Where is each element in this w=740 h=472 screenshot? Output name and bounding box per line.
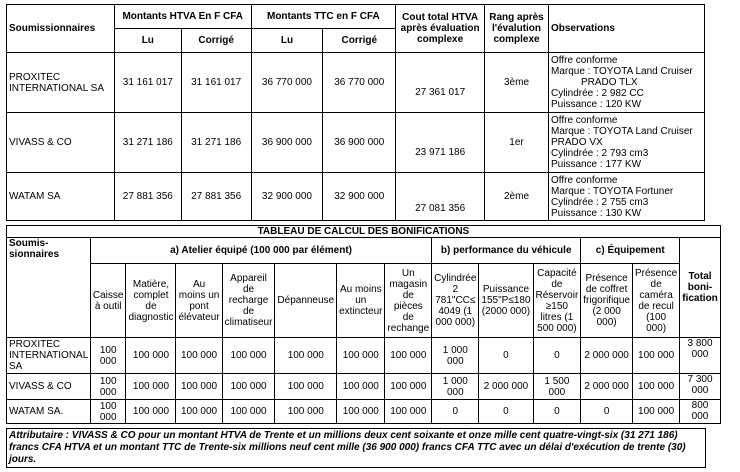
bidder-name: VIVASS & CO bbox=[7, 374, 91, 400]
value-cell: 0 bbox=[479, 400, 533, 424]
htva-lu: 27 881 356 bbox=[114, 173, 181, 221]
ttc-corrige: 32 900 000 bbox=[323, 173, 396, 221]
col-depanneuse: Dépanneuse bbox=[275, 264, 337, 338]
value-cell: 100 000 bbox=[632, 400, 679, 424]
value-cell: 100 000 bbox=[337, 374, 385, 400]
value-cell: 100 000 bbox=[90, 338, 126, 374]
cout-total: 27 361 017 bbox=[396, 53, 485, 113]
table-row bbox=[7, 53, 705, 113]
bidder-name: WATAM SA bbox=[7, 173, 115, 221]
header-cout-total: Cout total HTVA après évaluation complexe bbox=[396, 5, 485, 53]
htva-corrige: 27 881 356 bbox=[181, 173, 251, 221]
attribution-box bbox=[6, 428, 706, 468]
col-extincteur: Au moins un extincteur bbox=[337, 264, 385, 338]
observations: Offre conforme Marque : TOYOTA Land Cruiser PRADO VX Cylindrée : 2 793 cm3 Puissance : 177 KW bbox=[548, 113, 704, 173]
value-cell: 0 bbox=[533, 400, 581, 424]
total-cell: 800 000 bbox=[680, 400, 721, 424]
value-cell: 0 bbox=[581, 400, 633, 424]
value-cell: 100 000 bbox=[90, 374, 126, 400]
value-cell: 100 000 bbox=[126, 338, 176, 374]
value-cell: 2 000 000 bbox=[479, 374, 533, 400]
attribution-text: Attributaire : VIVASS & CO pour un montant HTVA de Trente et un millions deux cent soixante et onze mille cent quatre-vingt-six (31 271 186) francs CFA HTVA et un montant TTC de Trente-six millions neuf cent mille (36 900 000) francs CFA TTC avec un délai d'exécution de trente (30) jours. bbox=[7, 429, 706, 468]
value-cell: 1 500 000 bbox=[533, 374, 581, 400]
col-caisse-outil: Caisse à outil bbox=[90, 264, 126, 338]
value-cell: 100 000 bbox=[275, 338, 337, 374]
table-row bbox=[7, 173, 705, 221]
ttc-lu: 36 770 000 bbox=[251, 53, 323, 113]
value-cell: 100 000 bbox=[632, 338, 679, 374]
value-cell: 0 bbox=[533, 338, 581, 374]
header-montants-htva: Montants HTVA En F CFA bbox=[114, 5, 251, 29]
evaluation-table bbox=[6, 4, 705, 221]
col-puissance: Puissance 155"P≤180 (2000 000) bbox=[479, 264, 533, 338]
value-cell: 100 000 bbox=[222, 400, 275, 424]
bidder-name: WATAM SA. bbox=[7, 400, 91, 424]
col-reservoir: Capacité de Réservoir ≥150 litres (1 500 000) bbox=[533, 264, 581, 338]
bidder-name: PROXITEC INTERNATIONAL SA bbox=[7, 53, 115, 113]
value-cell: 100 000 bbox=[90, 400, 126, 424]
value-cell: 100 000 bbox=[385, 338, 432, 374]
value-cell: 100 000 bbox=[632, 374, 679, 400]
bonification-table bbox=[6, 225, 721, 424]
header-soumissionnaires: Soumis-sionnaires bbox=[7, 238, 91, 338]
table-row bbox=[7, 113, 705, 173]
value-cell: 100 000 bbox=[222, 374, 275, 400]
value-cell: 100 000 bbox=[337, 400, 385, 424]
cout-total: 27 081 356 bbox=[396, 173, 485, 221]
col-magasin-pieces: Un magasin de pièces de rechange bbox=[385, 264, 432, 338]
table-row bbox=[7, 400, 721, 424]
bidder-name: PROXITEC INTERNATIONAL SA bbox=[7, 338, 91, 374]
value-cell: 100 000 bbox=[176, 374, 222, 400]
htva-corrige: 31 271 186 bbox=[181, 113, 251, 173]
ttc-lu: 32 900 000 bbox=[251, 173, 323, 221]
header-htva-lu: Lu bbox=[114, 29, 181, 53]
total-cell: 7 300 000 bbox=[680, 374, 721, 400]
header-soumissionnaires: Soumissionnaires bbox=[7, 5, 115, 53]
col-cylindree: Cylindrée 2 781"CC≤ 4049 (1 000 000) bbox=[432, 264, 479, 338]
ttc-corrige: 36 770 000 bbox=[323, 53, 396, 113]
bidder-name: VIVASS & CO bbox=[7, 113, 115, 173]
header-ttc-corrige: Corrigé bbox=[323, 29, 396, 53]
htva-corrige: 31 161 017 bbox=[181, 53, 251, 113]
value-cell: 100 000 bbox=[385, 400, 432, 424]
value-cell: 100 000 bbox=[385, 374, 432, 400]
header-rang: Rang après l'évalution complexe bbox=[485, 5, 549, 53]
value-cell: 2 000 000 bbox=[581, 374, 633, 400]
ttc-lu: 36 900 000 bbox=[251, 113, 323, 173]
htva-lu: 31 271 186 bbox=[114, 113, 181, 173]
rang: 3ème bbox=[485, 53, 549, 113]
col-pont-elevateur: Au moins un pont élévateur bbox=[176, 264, 222, 338]
value-cell: 1 000 000 bbox=[432, 338, 479, 374]
value-cell: 100 000 bbox=[126, 400, 176, 424]
observations: Offre conforme Marque : TOYOTA Fortuner Cylindrée : 2 755 cm3 Puissance : 130 KW bbox=[548, 173, 704, 221]
value-cell: 100 000 bbox=[222, 338, 275, 374]
htva-lu: 31 161 017 bbox=[114, 53, 181, 113]
observations: Offre conforme Marque : TOYOTA Land Cruiser PRADO TLX Cylindrée : 2 982 CC Puissance : 120 KW bbox=[548, 53, 704, 113]
col-coffret-frigorifique: Présence de coffret frigorifique (2 000 000) bbox=[581, 264, 633, 338]
value-cell: 100 000 bbox=[126, 374, 176, 400]
col-camera-recul: Présence de caméra de recul (100 000) bbox=[632, 264, 679, 338]
header-htva-corrige: Corrigé bbox=[181, 29, 251, 53]
bonification-title: TABLEAU DE CALCUL DES BONIFICATIONS bbox=[7, 226, 721, 238]
group-b-header: b) performance du véhicule bbox=[432, 238, 581, 264]
value-cell: 100 000 bbox=[176, 338, 222, 374]
value-cell: 100 000 bbox=[275, 374, 337, 400]
value-cell: 1 000 000 bbox=[432, 374, 479, 400]
value-cell: 100 000 bbox=[275, 400, 337, 424]
value-cell: 0 bbox=[479, 338, 533, 374]
group-a-header: a) Atelier équipé (100 000 par élément) bbox=[90, 238, 431, 264]
cout-total: 23 971 186 bbox=[396, 113, 485, 173]
header-montants-ttc: Montants TTC en F CFA bbox=[251, 5, 396, 29]
table-row bbox=[7, 338, 721, 374]
value-cell: 0 bbox=[432, 400, 479, 424]
value-cell: 100 000 bbox=[337, 338, 385, 374]
total-cell: 3 800 000 bbox=[680, 338, 721, 374]
rang: 2ème bbox=[485, 173, 549, 221]
table-row bbox=[7, 374, 721, 400]
header-total: Total boni-fication bbox=[680, 238, 721, 338]
col-appareil-climatiseur: Appareil de recharge de climatiseur bbox=[222, 264, 275, 338]
value-cell: 2 000 000 bbox=[581, 338, 633, 374]
value-cell: 100 000 bbox=[176, 400, 222, 424]
rang: 1er bbox=[485, 113, 549, 173]
header-observations: Observations bbox=[548, 5, 704, 53]
ttc-corrige: 36 900 000 bbox=[323, 113, 396, 173]
header-ttc-lu: Lu bbox=[251, 29, 323, 53]
group-c-header: c) Équipement bbox=[581, 238, 680, 264]
col-materiel-diagnostic: Matière, complet de diagnostic bbox=[126, 264, 176, 338]
